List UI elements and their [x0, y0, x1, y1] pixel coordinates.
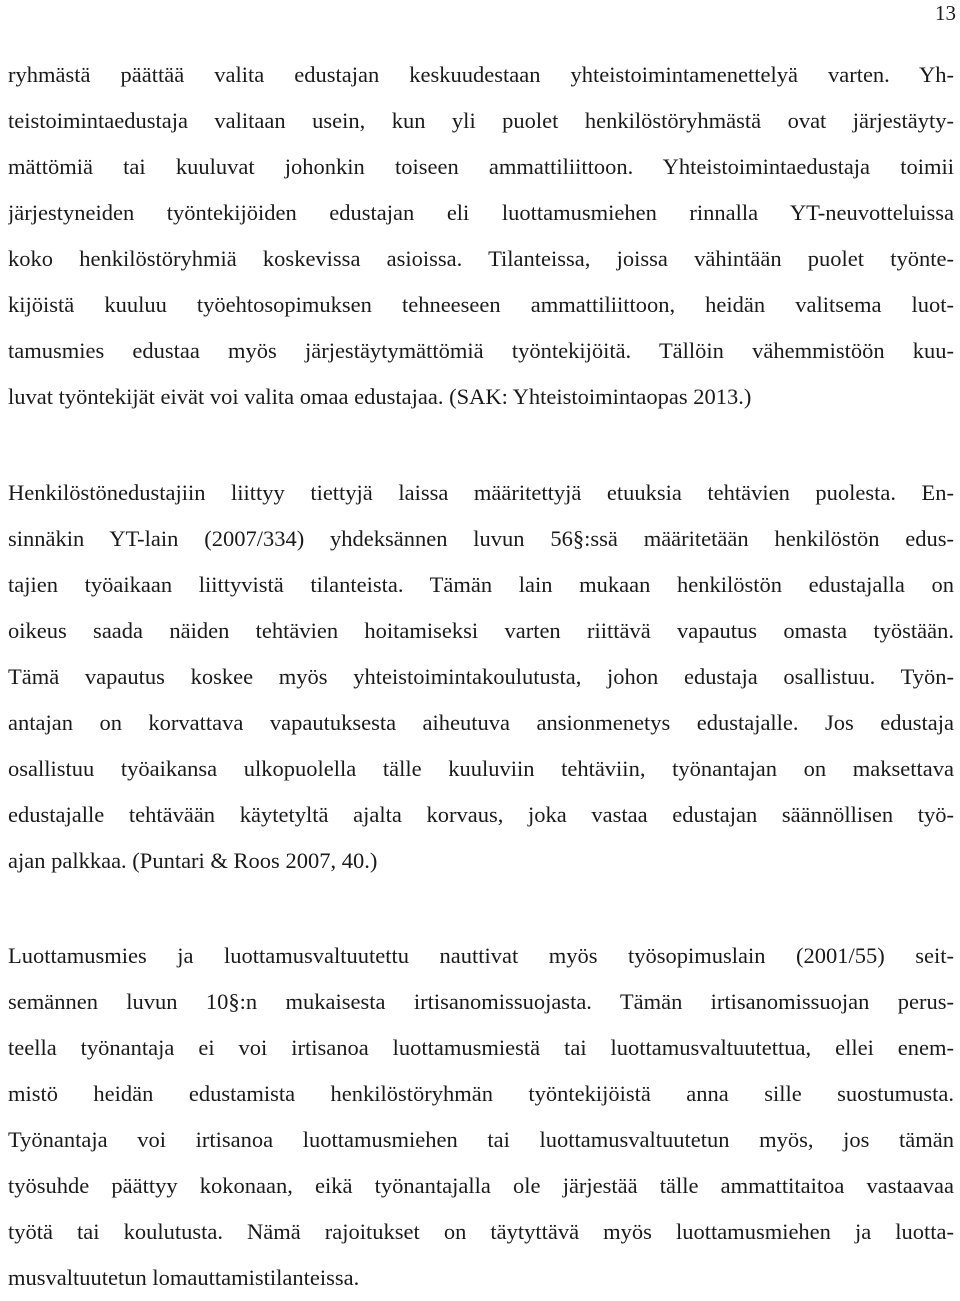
paragraph-election-of-representative [8, 52, 954, 420]
text-line: sinnäkin YT-lain (2007/334) yhdeksännen luvun 56§:ssä määritetään henkilöstön edus- [8, 526, 954, 551]
text-line: Henkilöstönedustajiin liittyy tiettyjä laissa määritettyjä etuuksia tehtävien puolesta. En- [8, 480, 954, 505]
text-line: Tämä vapautus koskee myös yhteistoimintakoulutusta, johon edustaja osallistuu. Työn- [8, 664, 954, 689]
text-line: luvat työntekijät eivät voi valita omaa edustajaa. (SAK: Yhteistoimintaopas 2013.) [8, 384, 752, 409]
text-line: ajan palkkaa. (Puntari & Roos 2007, 40.) [8, 848, 378, 873]
text-line: teella työnantaja ei voi irtisanoa luottamusmiestä tai luottamusvaltuutettua, ellei enem- [8, 1035, 954, 1060]
text-line: tajien työaikaan liittyvistä tilanteista. Tämän lain mukaan henkilöstön edustajalla on [8, 572, 954, 597]
text-line: tamusmies edustaa myös järjestäytymättömiä työntekijöitä. Tällöin vähemmistöön kuu- [8, 338, 954, 363]
text-line: musvaltuutetun lomauttamistilanteissa. [8, 1265, 360, 1290]
text-line: järjestyneiden työntekijöiden edustajan eli luottamusmiehen rinnalla YT-neuvotteluissa [8, 200, 954, 225]
text-line: ryhmästä päättää valita edustajan keskuudestaan yhteistoimintamenettelyä varten. Yh- [8, 62, 954, 87]
text-line: mättömiä tai kuuluvat johonkin toiseen ammattiliittoon. Yhteistoimintaedustaja toimii [8, 154, 954, 179]
text-line: työsuhde päättyy kokonaan, eikä työnantajalla ole järjestää tälle ammattitaitoa vastaavaa [8, 1173, 954, 1198]
text-line: Luottamusmies ja luottamusvaltuutettu nauttivat myös työsopimuslain (2001/55) seit- [8, 943, 954, 968]
text-line: kijöistä kuuluu työehtosopimuksen tehneeseen ammattiliittoon, heidän valitsema luot- [8, 292, 954, 317]
text-line: koko henkilöstöryhmiä koskevissa asioissa. Tilanteissa, joissa vähintään puolet työnte- [8, 246, 954, 271]
text-line: oikeus saada näiden tehtävien hoitamiseksi varten riittävä vapautus omasta työstään. [8, 618, 954, 643]
paragraph-representative-benefits [8, 470, 954, 884]
text-line: mistö heidän edustamista henkilöstöryhmän työntekijöistä anna sille suostumusta. [8, 1081, 954, 1106]
text-line: teistoimintaedustaja valitaan usein, kun yli puolet henkilöstöryhmästä ovat järjestäyty- [8, 108, 954, 133]
text-line: antajan on korvattava vapautuksesta aiheutuva ansionmenetys edustajalle. Jos edustaja [8, 710, 954, 735]
text-line: edustajalle tehtävään käytetyltä ajalta korvaus, joka vastaa edustajan säännöllisen työ- [8, 802, 954, 827]
text-line: semännen luvun 10§:n mukaisesta irtisanomissuojasta. Tämän irtisanomissuojan perus- [8, 989, 954, 1014]
text-line: Työnantaja voi irtisanoa luottamusmiehen tai luottamusvaltuutetun myös, jos tämän [8, 1127, 954, 1152]
text-line: työtä tai koulutusta. Nämä rajoitukset on täytyttävä myös luottamusmiehen ja luotta- [8, 1219, 954, 1244]
page-number: 13 [935, 1, 956, 25]
text-line: osallistuu työaikansa ulkopuolella tälle kuuluviin tehtäviin, työnantajan on maksettava [8, 756, 954, 781]
paragraph-dismissal-protection [8, 933, 954, 1301]
